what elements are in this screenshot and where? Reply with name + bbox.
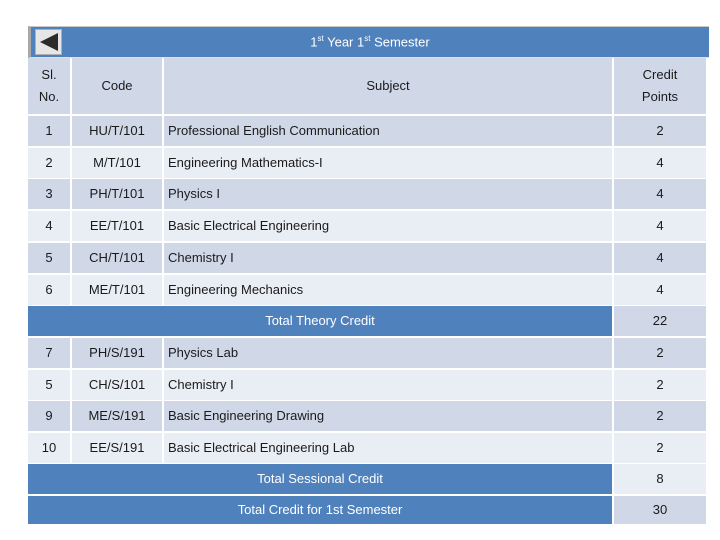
cell-sl: 9 <box>28 401 70 431</box>
cell-credit: 2 <box>614 370 706 400</box>
column-header-sl-line1: Sl. <box>41 67 57 82</box>
cell-subject: Physics I <box>164 179 612 209</box>
total-sessional-label: Total Sessional Credit <box>28 464 612 494</box>
cell-credit: 4 <box>614 211 706 241</box>
total-semester-label: Total Credit for 1st Semester <box>28 496 612 524</box>
column-header-sl-no <box>28 58 70 114</box>
column-header-subject: Subject <box>164 58 612 114</box>
cell-sl: 4 <box>28 211 70 241</box>
total-sessional-value: 8 <box>614 464 706 494</box>
cell-credit: 4 <box>614 275 706 305</box>
cell-code: EE/T/101 <box>72 211 162 241</box>
cell-subject: Engineering Mechanics <box>164 275 612 305</box>
column-header-credit-line2: Points <box>641 89 679 104</box>
cell-code: PH/T/101 <box>72 179 162 209</box>
column-header-credit-points <box>614 58 706 114</box>
cell-credit: 4 <box>614 243 706 273</box>
cell-code: EE/S/191 <box>72 433 162 463</box>
cell-subject: Chemistry I <box>164 370 612 400</box>
cell-sl: 5 <box>28 243 70 273</box>
total-semester-value: 30 <box>614 496 706 524</box>
cell-subject: Basic Electrical Engineering <box>164 211 612 241</box>
cell-credit: 2 <box>614 338 706 368</box>
cell-credit: 2 <box>614 433 706 463</box>
cell-subject: Engineering Mathematics-I <box>164 148 612 178</box>
cell-code: CH/T/101 <box>72 243 162 273</box>
cell-sl: 6 <box>28 275 70 305</box>
cell-credit: 2 <box>614 401 706 431</box>
cell-subject: Basic Engineering Drawing <box>164 401 612 431</box>
page-title: 1st Year 1st Semester <box>310 34 430 50</box>
total-theory-value: 22 <box>614 306 706 336</box>
cell-code: HU/T/101 <box>72 116 162 146</box>
cell-code: ME/T/101 <box>72 275 162 305</box>
cell-subject: Chemistry I <box>164 243 612 273</box>
cell-subject: Basic Electrical Engineering Lab <box>164 433 612 463</box>
column-header-sl-line2: No. <box>38 89 60 104</box>
cell-credit: 2 <box>614 116 706 146</box>
cell-code: M/T/101 <box>72 148 162 178</box>
cell-sl: 3 <box>28 179 70 209</box>
cell-credit: 4 <box>614 179 706 209</box>
cell-sl: 1 <box>28 116 70 146</box>
cell-code: ME/S/191 <box>72 401 162 431</box>
column-header-code: Code <box>72 58 162 114</box>
cell-credit: 4 <box>614 148 706 178</box>
cell-subject: Physics Lab <box>164 338 612 368</box>
cell-sl: 7 <box>28 338 70 368</box>
cell-code: PH/S/191 <box>72 338 162 368</box>
cell-sl: 10 <box>28 433 70 463</box>
column-header-credit-line1: Credit <box>642 67 678 82</box>
cell-code: CH/S/101 <box>72 370 162 400</box>
cell-sl: 2 <box>28 148 70 178</box>
cell-subject: Professional English Communication <box>164 116 612 146</box>
cell-sl: 5 <box>28 370 70 400</box>
slide-header <box>28 26 709 58</box>
total-theory-label: Total Theory Credit <box>28 306 612 336</box>
